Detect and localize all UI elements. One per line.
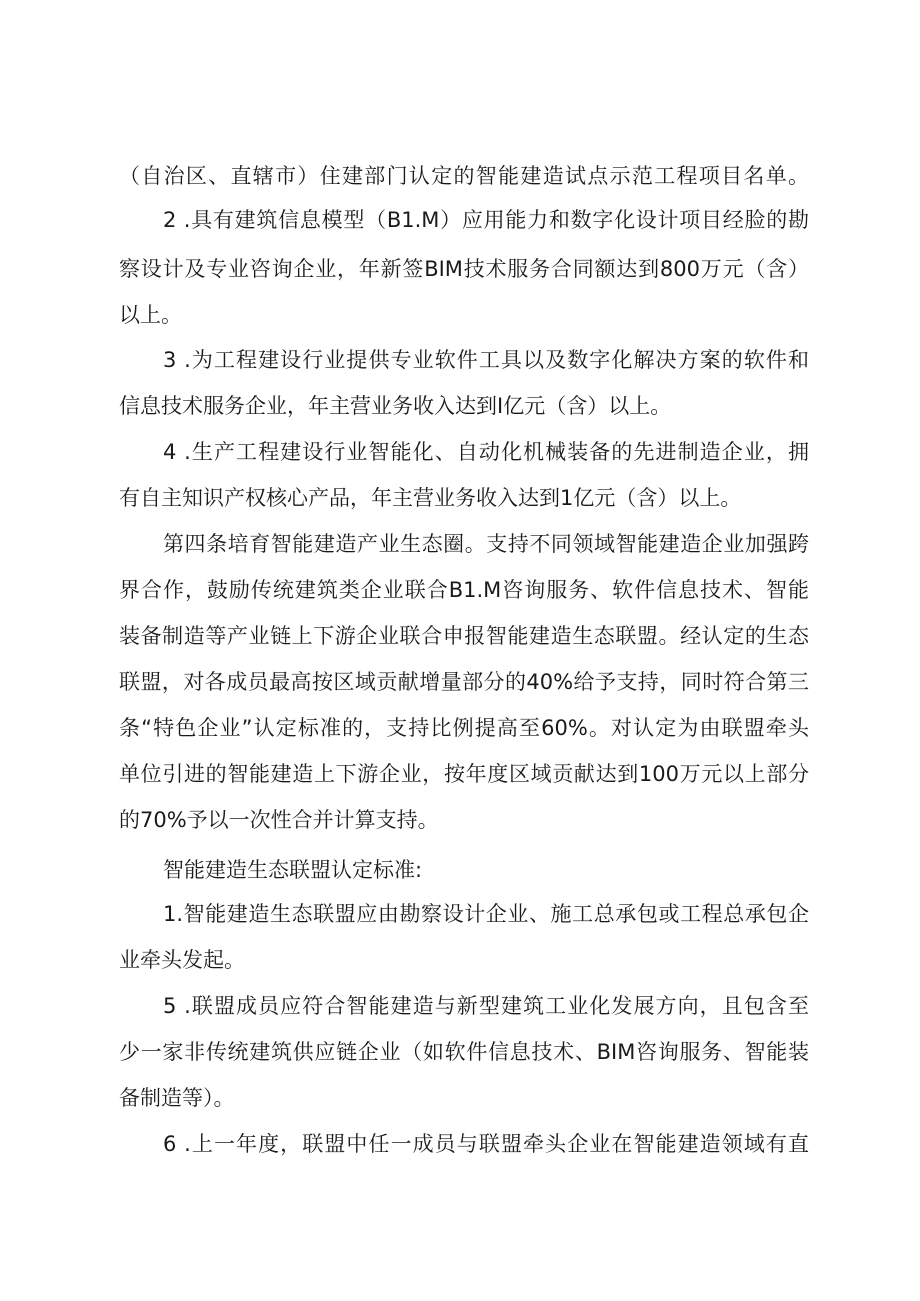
text-line-13: 条“特色企业”认定标准的，支持比例提高至60%。对认定为由联盟牵头 [119,716,809,740]
text-line-6: 信息技术服务企业，年主营业务收入达到I亿元（含）以上。 [119,394,672,418]
text-line-17: 1.智能建造生态联盟应由勘察设计企业、施工总承包或工程总承包企 [163,902,809,926]
text-line-14: 单位引进的智能建造上下游企业，按年度区域贡献达到100万元以上部分 [119,762,809,786]
text-line-2: 2 .具有建筑信息模型（B1.M）应用能力和数字化设计项目经脸的勘 [163,208,809,232]
text-line-16: 智能建造生态联盟认定标准: [163,858,423,882]
text-line-11: 装备制造等产业链上下游企业联合申报智能建造生态联盟。经认定的生态 [119,624,809,648]
text-line-21: 备制造等）。 [119,1086,235,1110]
text-line-15: 的70%予以一次性合并计算支持。 [119,808,439,832]
text-line-18: 业牵头发起。 [119,948,245,972]
text-line-12: 联盟，对各成员最高按区域贡献增量部分的40%给予支持，同时符合第三 [119,670,809,694]
text-line-7: 4 .生产工程建设行业智能化、自动化机械装备的先进制造企业，拥 [163,440,809,464]
text-line-10: 界合作，鼓励传统建筑类企业联合B1.M咨询服务、软件信息技术、智能 [119,578,809,602]
text-line-8: 有自主知识产权核心产品，年主营业务收入达到1亿元（含）以上。 [119,486,742,510]
text-line-22: 6 .上一年度，联盟中任一成员与联盟牵头企业在智能建造领域有直 [163,1132,809,1156]
text-line-20: 少一家非传统建筑供应链企业（如软件信息技术、BIM咨询服务、智能装 [119,1040,809,1064]
text-line-9: 第四条培育智能建造产业生态圈。支持不同领域智能建造企业加强跨 [163,532,809,556]
text-line-3: 察设计及专业咨询企业，年新签BIM技术服务合同额达到800万元（含） [119,257,809,281]
text-line-19: 5 .联盟成员应符合智能建造与新型建筑工业化发展方向，且包含至 [163,994,809,1018]
text-line-5: 3 .为工程建设行业提供专业软件工具以及数字化解决方案的软件和 [163,348,809,372]
text-line-1: （自治区、直辖市）住建部门认定的智能建造试点示范工程项目名单。 [119,164,809,188]
text-line-4: 以上。 [119,303,182,327]
